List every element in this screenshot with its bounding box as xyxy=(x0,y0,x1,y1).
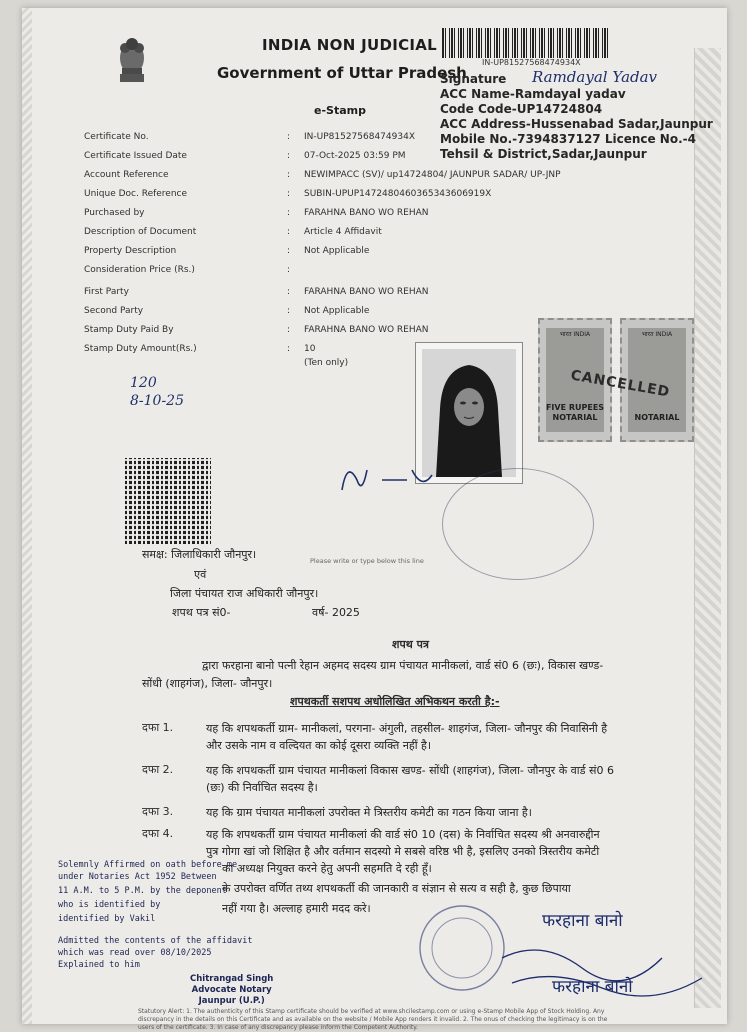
clause-number: दफा 4. xyxy=(142,827,174,840)
notary-name: Chitrangad Singh xyxy=(190,974,274,984)
attestation-line: Solemnly Affirmed on oath before me xyxy=(58,860,238,870)
clause-line: यह कि शपथकर्ती ग्राम पंचायत मानीकलां विकास खण्ड- सोंधी (शाहगंज), जिला- जौनपुर के वार्ड सं0 6 xyxy=(206,764,614,777)
stamp-label: NOTARIAL xyxy=(552,413,598,422)
field-label: Purchased by xyxy=(84,208,145,218)
attestation-line: which was read over 08/10/2025 xyxy=(58,948,212,958)
notary-place: Jaunpur (U.P.) xyxy=(198,996,265,1006)
amount-words: (Ten only) xyxy=(304,358,349,368)
clause-text xyxy=(206,762,711,796)
stamp-label: NOTARIAL xyxy=(634,413,680,422)
attestation-line: identified by Vakil xyxy=(58,914,156,924)
clause-line: यह कि शपथकर्ती ग्राम पंचायत मानीकलां की वार्ड सं0 10 (दस) के निर्वाचित सदस्य श्री अनवारुद्दीन xyxy=(206,828,600,841)
continuation-line: का अध्यक्ष नियुक्त करने हेतु अपनी सहमति दे रही हूँ। xyxy=(222,862,432,875)
stamp-paper xyxy=(22,8,727,1031)
field-colon: : xyxy=(287,227,291,237)
field-value: SUBIN-UPUP1472480460365343606919X xyxy=(304,189,492,199)
affidavit-heading: शपथ पत्र xyxy=(392,638,429,651)
continuation-line: नहीं गया है। अल्लाह हमारी मदद करे। xyxy=(222,902,371,915)
attestation-line: Admitted the contents of the affidavit xyxy=(58,936,253,946)
field-label: Consideration Price (Rs.) xyxy=(84,265,195,275)
ashoka-emblem-icon xyxy=(114,34,150,88)
officer-line: जिला पंचायत राज अधिकारी जौनपुर। xyxy=(170,587,319,600)
right-border xyxy=(694,48,721,1008)
intro-line: द्वारा फरहाना बानो पत्नी रेहान अहमद सदस्य ग्राम पंचायत मानीकलां, वार्ड सं0 6 (छः), विकास खण्ड- xyxy=(202,659,604,672)
field-value: FARAHNA BANO WO REHAN xyxy=(304,287,429,297)
please-write-note: Please write or type below this line xyxy=(310,557,424,565)
field-value: NEWIMPACC (SV)/ up14724804/ JAUNPUR SADAR/ UP-JNP xyxy=(304,170,561,180)
stamp-country: भारत INDIA xyxy=(641,331,673,338)
cancelled-stamp-text: CANCELLED xyxy=(569,367,672,401)
clause-line: पुत्र गोगा खां जो शिक्षित है और वर्तमान सदस्यो मे सबसे वरिष्ठ भी है, इसलिए उनको त्रिस्तरीय कमेटी xyxy=(206,845,600,858)
handwritten-name: फरहाना बानो xyxy=(552,977,633,997)
notary-seal-circle xyxy=(442,468,594,580)
attestation-line: 11 A.M. to 5 P.M. by the deponent xyxy=(58,886,227,896)
stamp-country: भारत INDIA xyxy=(559,331,591,338)
affidavit-number: शपथ पत्र सं0- xyxy=(172,606,231,619)
attestation-line: Explained to him xyxy=(58,960,140,970)
clause-text xyxy=(206,720,711,754)
header-government: Government of Uttar Pradesh xyxy=(217,64,467,82)
vendor-acc-name: ACC Name-Ramdayal yadav xyxy=(440,87,626,101)
ink-scribbles xyxy=(402,898,722,1008)
field-label: Unique Doc. Reference xyxy=(84,189,188,199)
vendor-code: Code Code-UP14724804 xyxy=(440,102,603,116)
evam-line: एवं xyxy=(194,568,207,581)
field-colon: : xyxy=(287,208,291,218)
clause-line: (छः) की निर्वाचित सदस्य है। xyxy=(206,781,318,794)
attestation-line: who is identified by xyxy=(58,900,161,910)
signature-scribble xyxy=(322,450,442,510)
clause-text xyxy=(206,826,711,860)
field-label: Stamp Duty Paid By xyxy=(84,325,174,335)
field-label: Second Party xyxy=(84,306,144,316)
clause-number: दफा 3. xyxy=(142,805,174,818)
field-colon: : xyxy=(287,151,291,161)
field-colon: : xyxy=(287,246,291,256)
field-colon: : xyxy=(287,132,291,142)
field-label: Account Reference xyxy=(84,170,169,180)
clause-line: यह कि ग्राम पंचायत मानीकलां उपरोक्त मे त्रिस्तरीय कमेटी का गठन किया जाना है। xyxy=(206,806,532,819)
samaksh-line: समक्ष: जिलाधिकारी जौनपुर। xyxy=(142,548,257,561)
vendor-mobile: Mobile No.-7394837127 Licence No.-4 xyxy=(440,132,696,146)
field-colon: : xyxy=(287,189,291,199)
handwritten-name: फरहाना बानो xyxy=(542,911,623,931)
field-value: FARAHNA BANO WO REHAN xyxy=(304,208,429,218)
field-value: Not Applicable xyxy=(304,306,370,316)
field-value: 10 xyxy=(304,344,316,354)
field-value: IN-UP81527568474934X xyxy=(304,132,415,142)
intro-line-2: सोंधी (शाहगंज), जिला- जौनपुर। xyxy=(142,677,273,690)
field-value: Not Applicable xyxy=(304,246,370,256)
vendor-tehsil: Tehsil & District,Sadar,Jaunpur xyxy=(440,147,647,161)
left-border xyxy=(22,8,32,1024)
stamp-value: FIVE RUPEES xyxy=(545,403,605,412)
clause-number: दफा 2. xyxy=(142,763,174,776)
field-label: Certificate Issued Date xyxy=(84,151,187,161)
field-label: Stamp Duty Amount(Rs.) xyxy=(84,344,197,354)
continuation-line: के उपरोक्त वर्णित तथ्य शपथकर्ती की जानकारी व संज्ञान से सत्य व सही है, कुछ छिपाया xyxy=(222,882,571,895)
register-date: 8-10-25 xyxy=(130,393,184,409)
field-colon: : xyxy=(287,265,291,275)
vendor-signature-label: Signature xyxy=(440,72,507,86)
qr-code xyxy=(125,458,211,544)
barcode xyxy=(442,28,610,58)
notary-block xyxy=(190,974,273,1007)
handwritten-register xyxy=(130,374,184,410)
field-colon: : xyxy=(287,306,291,316)
field-colon: : xyxy=(287,170,291,180)
clause-line: और उसके नाम व वल्दियत का कोई दूसरा व्यक्ति नहीं है। xyxy=(206,739,432,752)
field-colon: : xyxy=(287,325,291,335)
barcode-number: IN-UP81527568474934X xyxy=(482,58,581,67)
field-colon: : xyxy=(287,344,291,354)
field-value: Article 4 Affidavit xyxy=(304,227,382,237)
field-value: FARAHNA BANO WO REHAN xyxy=(304,325,429,335)
clause-line: यह कि शपथकर्ती ग्राम- मानीकलां, परगना- अंगुली, तहसील- शाहगंज, जिला- जौनपुर की निवासिनी है xyxy=(206,722,608,735)
affidavit-year: वर्ष- 2025 xyxy=(312,606,360,619)
field-colon: : xyxy=(287,287,291,297)
field-label: Description of Document xyxy=(84,227,197,237)
vendor-signature: Ramdayal Yadav xyxy=(532,68,658,86)
field-label: Property Description xyxy=(84,246,177,256)
statutory-alert: Statutory Alert: 1. The authenticity of this Stamp certificate should be verified at www.shcilestamp.com or using e-Stamp Mobile App of Stock Holding. Any discrepancy in the details on this Certificate and as available on the website / Mobile App renders it invalid. 2. The onus of checking the legitimacy is on the users of the certificate. 3. In case of any discrepancy please inform the Competent Authority. xyxy=(138,1008,608,1031)
header-estamp: e-Stamp xyxy=(314,104,366,117)
header-title: INDIA NON JUDICIAL xyxy=(262,36,438,54)
notary-title: Advocate Notary xyxy=(191,985,272,995)
register-number: 120 xyxy=(130,375,157,391)
vendor-address: ACC Address-Hussenabad Sadar,Jaunpur xyxy=(440,117,713,131)
clause-number: दफा 1. xyxy=(142,721,174,734)
field-label: Certificate No. xyxy=(84,132,149,142)
field-label: First Party xyxy=(84,287,129,297)
clause-text xyxy=(206,804,711,821)
attestation-line: under Notaries Act 1952 Between xyxy=(58,872,217,882)
field-value: 07-Oct-2025 03:59 PM xyxy=(304,151,406,161)
sub-heading: शपथकर्ती सशपथ अधोलिखित अभिकथन करती है:- xyxy=(290,695,500,708)
